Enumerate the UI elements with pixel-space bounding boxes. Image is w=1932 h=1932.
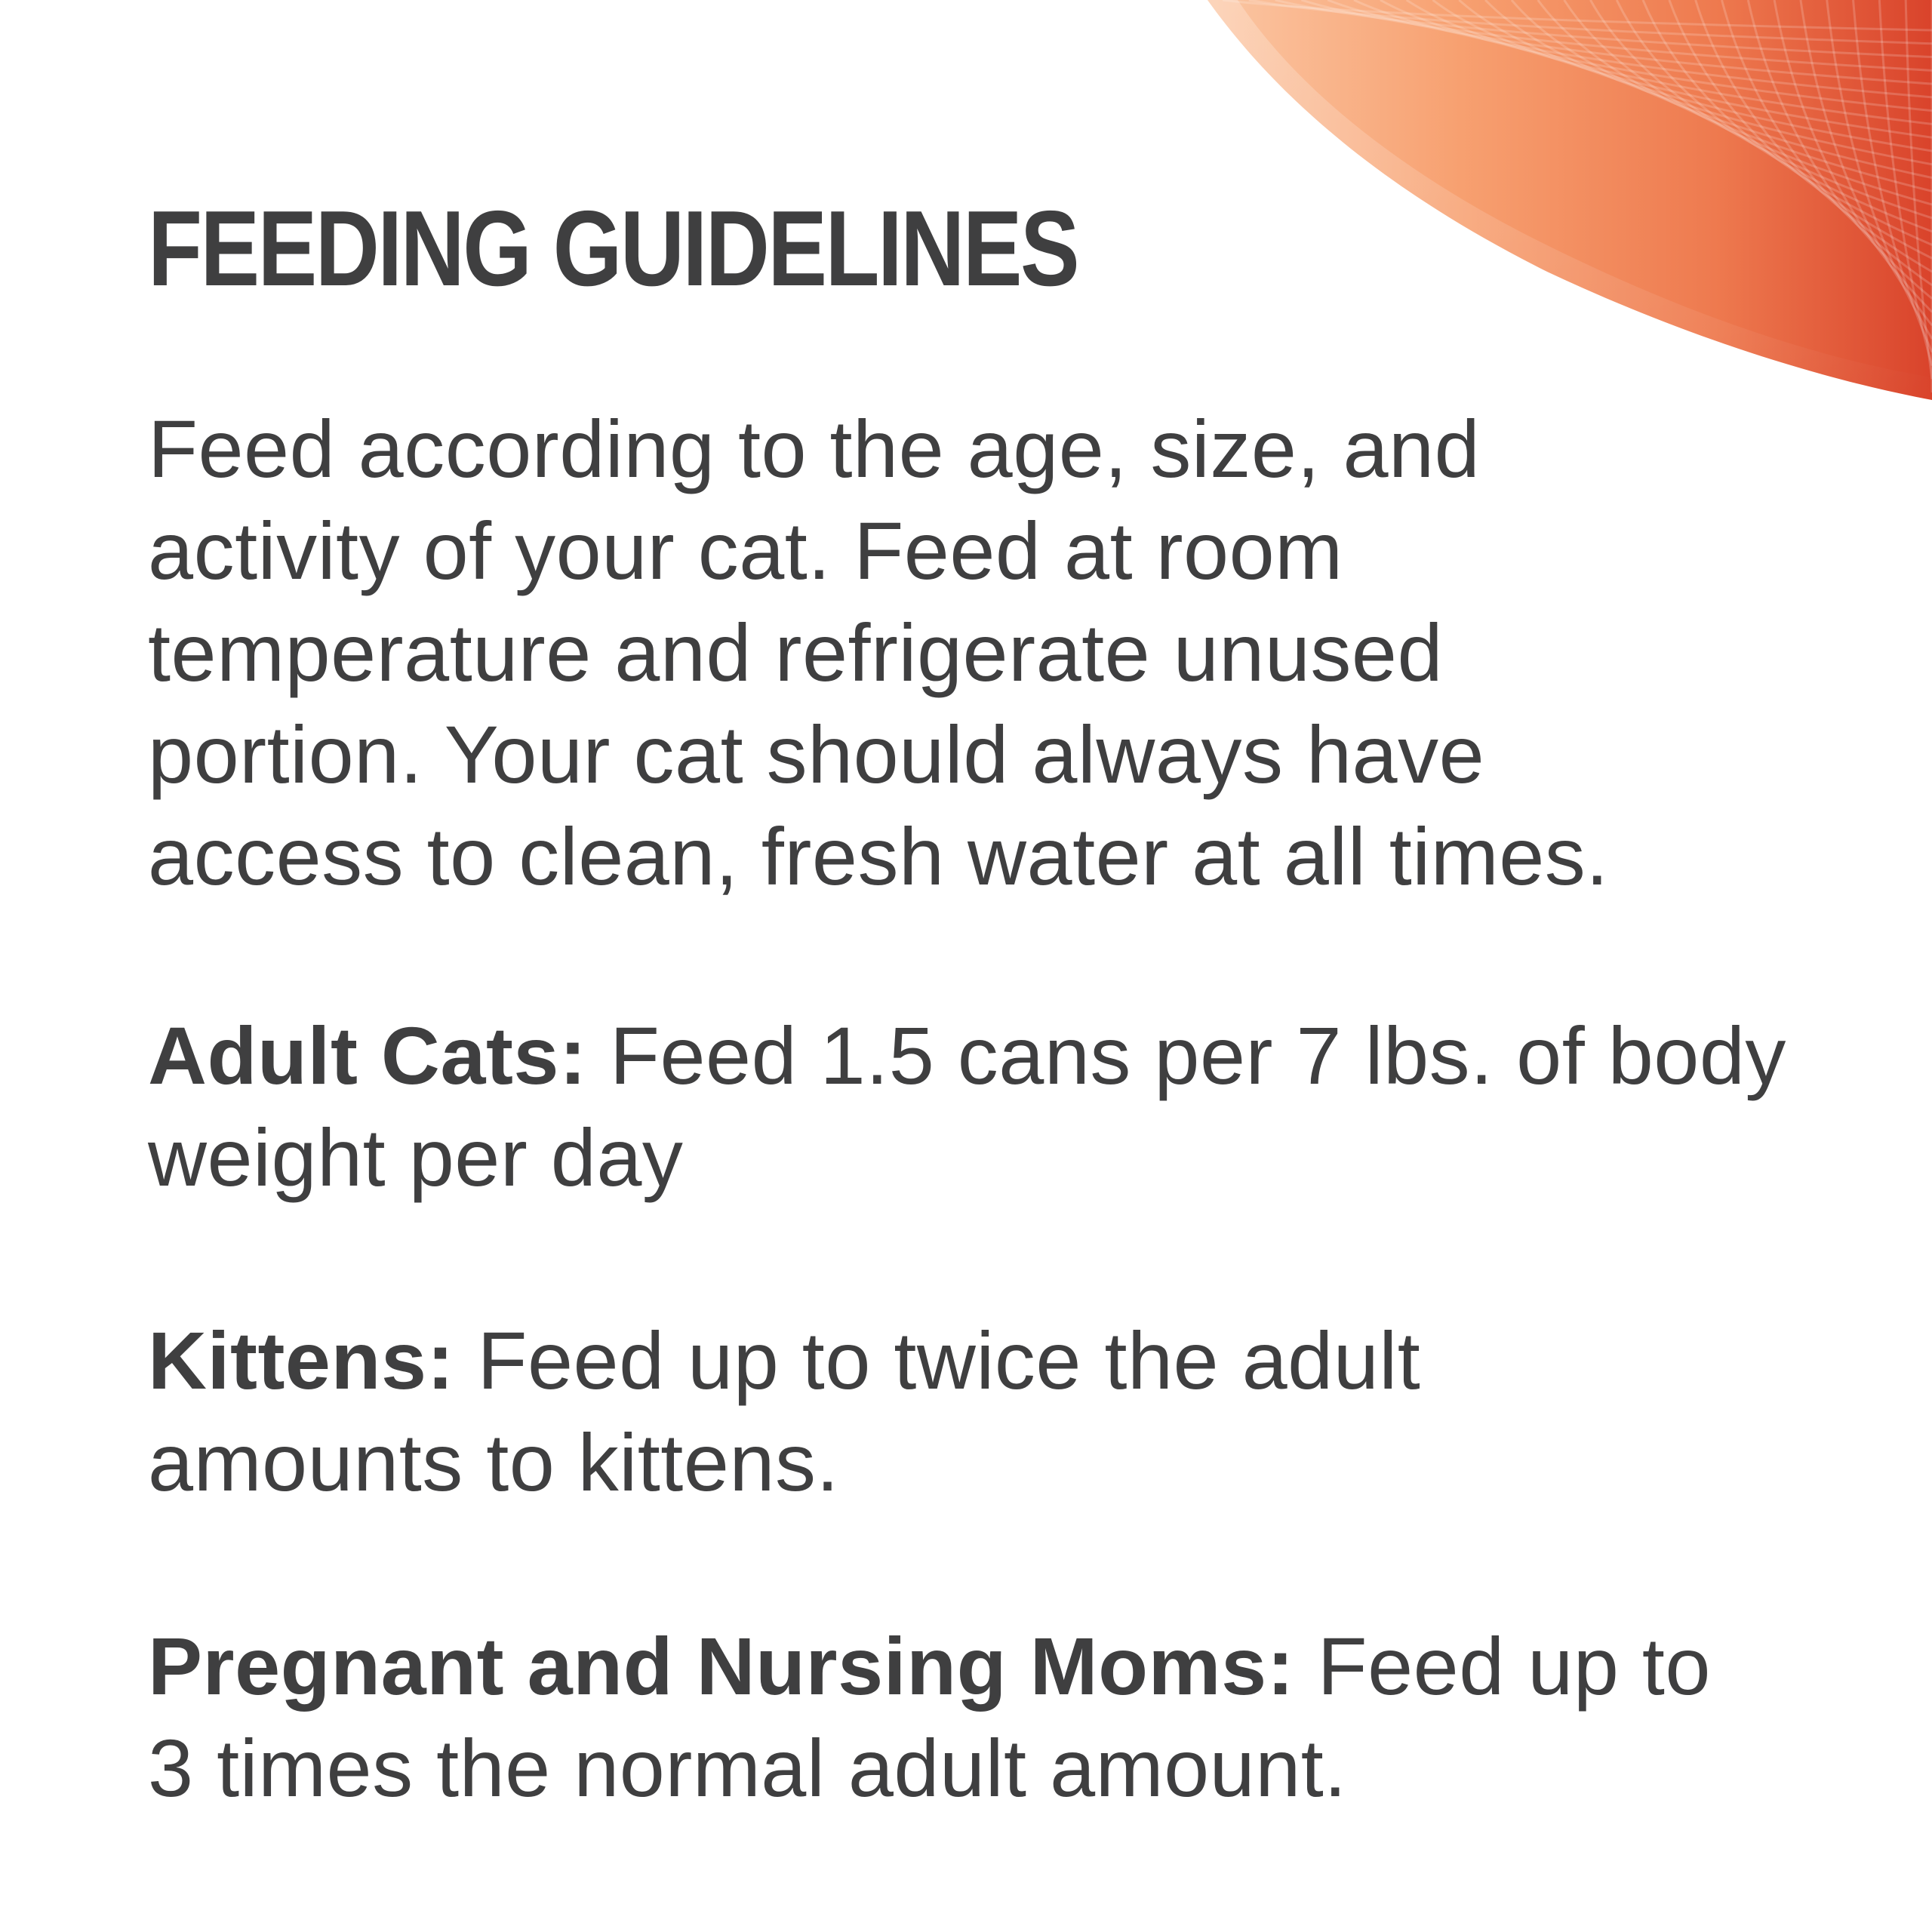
swoosh-line bbox=[1590, 0, 1932, 218]
kittens-label: Kittens: bbox=[148, 1315, 454, 1406]
swoosh-line bbox=[1669, 0, 1932, 258]
swoosh-line bbox=[1354, 0, 1932, 97]
swoosh-line bbox=[1407, 0, 1932, 124]
adult-cats-label: Adult Cats: bbox=[148, 1010, 587, 1101]
swoosh-line bbox=[1617, 0, 1932, 232]
intro-line: access to clean, fresh water at all times. bbox=[148, 811, 1609, 902]
swoosh-line bbox=[1801, 0, 1932, 325]
intro-line: Feed according to the age, size, and bbox=[148, 403, 1481, 494]
intro-line: temperature and refrigerate unused bbox=[148, 607, 1444, 698]
kittens-text-line1: Feed up to twice the adult bbox=[454, 1315, 1421, 1406]
swoosh-line bbox=[1906, 0, 1932, 379]
swoosh-line bbox=[1643, 0, 1932, 245]
kittens-section bbox=[148, 1309, 1657, 1513]
swoosh-line bbox=[1327, 0, 1932, 84]
swoosh-line bbox=[1538, 0, 1932, 191]
swoosh-line bbox=[1748, 0, 1932, 299]
swoosh-line bbox=[1721, 0, 1932, 285]
pregnant-nursing-text-line1: Feed up to bbox=[1294, 1620, 1711, 1712]
adult-cats-section bbox=[148, 1004, 1884, 1208]
swoosh-line bbox=[1485, 0, 1932, 165]
swoosh-line bbox=[1380, 0, 1932, 111]
intro-paragraph bbox=[148, 398, 1770, 907]
intro-line: portion. Your cat should always have bbox=[148, 709, 1485, 800]
pregnant-nursing-text-line2: 3 times the normal adult amount. bbox=[148, 1722, 1347, 1814]
swoosh-line bbox=[1854, 0, 1932, 352]
pregnant-nursing-label: Pregnant and Nursing Moms: bbox=[148, 1620, 1295, 1712]
page-title: FEEDING GUIDELINES bbox=[148, 189, 1078, 309]
kittens-text-line2: amounts to kittens. bbox=[148, 1417, 839, 1508]
adult-cats-text-line2: weight per day bbox=[148, 1112, 684, 1203]
pregnant-nursing-section bbox=[148, 1615, 1884, 1819]
swoosh-line bbox=[1433, 0, 1932, 137]
swoosh-line bbox=[1512, 0, 1932, 178]
swoosh-line bbox=[1459, 0, 1932, 151]
intro-line: activity of your cat. Feed at room bbox=[148, 505, 1343, 596]
swoosh-line bbox=[1223, 0, 1932, 30]
swoosh-line bbox=[1879, 0, 1932, 365]
swoosh-line bbox=[1774, 0, 1932, 312]
adult-cats-text-line1: Feed 1.5 cans per 7 lbs. of body bbox=[586, 1010, 1786, 1101]
swoosh-line bbox=[1275, 0, 1932, 57]
swoosh-line bbox=[1564, 0, 1932, 205]
swoosh-line bbox=[1696, 0, 1932, 272]
swoosh-line bbox=[1249, 0, 1932, 44]
swoosh-line bbox=[1827, 0, 1932, 339]
swoosh-line bbox=[1301, 0, 1932, 70]
